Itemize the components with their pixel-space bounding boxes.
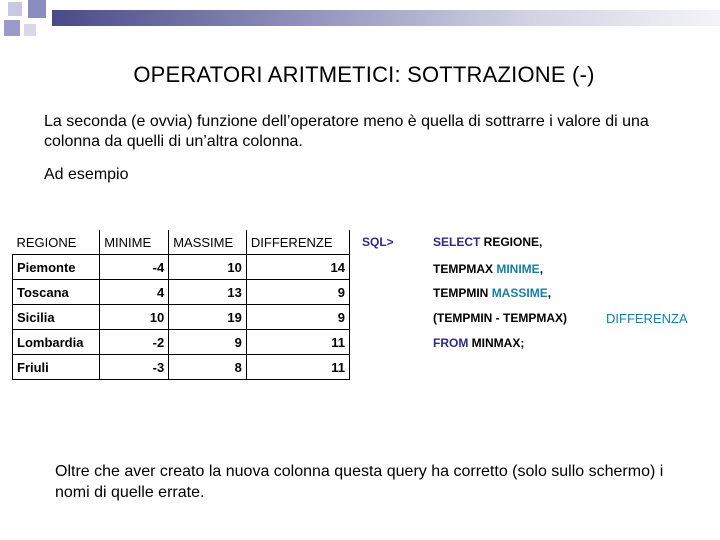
example-label: Ad esempio bbox=[44, 166, 129, 183]
sql-line-tempmin bbox=[433, 286, 551, 300]
cell-regione: Piemonte bbox=[13, 255, 100, 280]
intro-text: La seconda (e ovvia) funzione dell’operatore meno è quella di sottrarre i valore di una colonna da quelli di un’altra colonna. bbox=[44, 113, 649, 150]
sql-keyword-from: FROM bbox=[433, 336, 469, 350]
cell-massime: 13 bbox=[169, 280, 247, 305]
cell-massime: 19 bbox=[169, 305, 247, 330]
cell-differenze: 9 bbox=[246, 305, 349, 330]
cell-differenze: 11 bbox=[246, 330, 349, 355]
table-row bbox=[13, 330, 350, 355]
footer-text: Oltre che aver creato la nuova colonna questa query ha corretto (solo sullo schermo) i nomi di quelle errate. bbox=[55, 463, 664, 501]
cell-differenze: 9 bbox=[246, 280, 349, 305]
cell-minime: -3 bbox=[100, 355, 169, 380]
sql-text: REGIONE, bbox=[480, 235, 543, 249]
deco-square bbox=[28, 0, 46, 18]
result-table bbox=[12, 230, 350, 380]
cell-minime: 10 bbox=[100, 305, 169, 330]
header-regione: REGIONE bbox=[16, 234, 77, 250]
sql-column: TEMPMAX bbox=[433, 262, 493, 276]
sql-alias-minime: MINIME bbox=[496, 262, 540, 276]
sql-prompt: SQL> bbox=[362, 235, 394, 249]
cell-minime: 4 bbox=[100, 280, 169, 305]
sql-alias-massime: MASSIME bbox=[491, 286, 548, 300]
cell-regione: Sicilia bbox=[13, 305, 100, 330]
table-row bbox=[13, 255, 350, 280]
header-differenze: DIFFERENZE bbox=[246, 230, 349, 255]
sql-line-select bbox=[433, 235, 542, 249]
title-bar-gradient bbox=[52, 10, 720, 26]
sql-text: , bbox=[547, 286, 552, 300]
deco-square bbox=[8, 2, 22, 16]
sql-column: TEMPMIN bbox=[433, 286, 489, 300]
deco-square bbox=[4, 20, 20, 36]
sql-line-expression bbox=[433, 311, 567, 325]
sql-line-from bbox=[433, 336, 524, 350]
table-row bbox=[13, 305, 350, 330]
sql-text: MINMAX; bbox=[468, 336, 525, 350]
table-row bbox=[13, 280, 350, 305]
cell-regione: Friuli bbox=[13, 355, 100, 380]
cell-differenze: 14 bbox=[246, 255, 349, 280]
sql-expression: (TEMPMIN - TEMPMAX) bbox=[433, 311, 567, 325]
header-minime: MINIME bbox=[100, 230, 169, 255]
cell-massime: 10 bbox=[169, 255, 247, 280]
table-header-row bbox=[13, 230, 350, 255]
slide-title: OPERATORI ARITMETICI: SOTTRAZIONE (-) bbox=[133, 62, 595, 87]
sql-line-tempmax bbox=[433, 262, 543, 276]
sql-keyword-select: SELECT bbox=[433, 235, 481, 249]
header-massime: MASSIME bbox=[169, 230, 247, 255]
cell-massime: 9 bbox=[169, 330, 247, 355]
cell-regione: Lombardia bbox=[13, 330, 100, 355]
cell-differenze: 11 bbox=[246, 355, 349, 380]
cell-minime: -2 bbox=[100, 330, 169, 355]
table-row bbox=[13, 355, 350, 380]
sql-alias-differenza: DIFFERENZA bbox=[606, 311, 688, 326]
header-decoration bbox=[0, 0, 720, 44]
sql-text: , bbox=[539, 262, 544, 276]
deco-square bbox=[24, 24, 36, 36]
cell-regione: Toscana bbox=[13, 280, 100, 305]
cell-massime: 8 bbox=[169, 355, 247, 380]
cell-minime: -4 bbox=[100, 255, 169, 280]
